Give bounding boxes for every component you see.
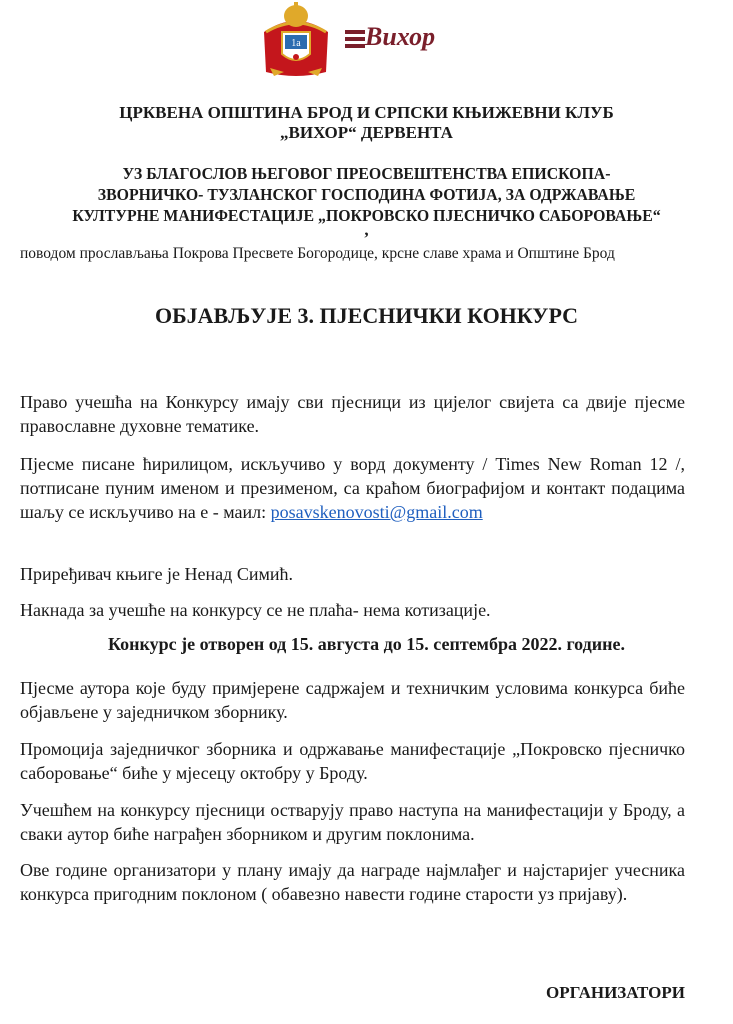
blessing-line-2: ЗВОРНИЧКО- ТУЗЛАНСКОГ ГОСПОДИНА ФОТИЈА, ЗА ОДРЖАВАЊЕ [97,185,636,204]
paragraph-dates: Конкурс је отворен од 15. августа до 15. септембра 2022. године. [108,634,625,654]
email-link[interactable]: posavskenovosti@gmail.com [270,502,483,522]
paragraph-fee: Накнада за учешће на конкурсу се не плаћа- нема котизације. [20,600,491,620]
header-organizers [0,103,733,143]
signature: ОРГАНИЗАТОРИ [546,983,685,1002]
church-crest-logo [260,2,332,80]
blessing-heading [26,163,708,226]
occasion-text: поводом прослављања Покрова Пресвете Богородице, крсне славе храма и Општине Брод [20,245,615,262]
paragraph-submission [20,452,685,524]
submission-text: Пјесме писане ћирилицом, искључиво у ворд документу / Times New Roman 12 /, потписане пуним именом и презименом, са краћом биографијом и контакт подацима шаљу се искључиво на е - маил: [20,454,685,522]
paragraph-awards: Ове године организатори у плану имају да награде најмлађег и најстаријег учесника конкурса пригодним поклоном ( обавезно навести године старости уз пријаву). [20,860,685,904]
vihor-logo-text: Вихор [365,22,436,51]
header-line-1: ЦРКВЕНА ОПШТИНА БРОД И СРПСКИ КЊИЖЕВНИ КЛУБ [119,103,614,122]
header-line-2: „ВИХОР“ ДЕРВЕНТА [280,123,453,142]
paragraph-publication: Пјесме аутора које буду примјерене садржајем и техничким условима конкурса биће објављене у заједничком зборнику. [20,678,685,722]
paragraph-promotion: Промоција заједничког зборника и одржавање манифестације „Покровско пјесничко саборовање“ биће у мјесецу октобру у Броду. [20,739,685,783]
paragraph-participation: Учешћем на конкурсу пјесници остварују право наступа на манифестацији у Броду, а сваки аутор биће награђен зборником и другим поклонима. [20,800,685,844]
page-title: ОБЈАВЉУЈЕ 3. ПЈЕСНИЧКИ КОНКУРС [154,303,579,328]
comma-line: , [364,220,369,239]
svg-text:1a: 1a [291,38,301,49]
vihor-logo [343,20,435,60]
paragraph-eligibility: Право учешћа на Конкурсу имају сви пјесници из цијелог свијета са двије пјесме православне духовне тематике. [20,392,685,436]
blessing-line-1: УЗ БЛАГОСЛОВ ЊЕГОВОГ ПРЕОСВЕШТЕНСТВА ЕПИСКОПА- [122,164,611,183]
blessing-line-3: КУЛТУРНЕ МАНИФЕСТАЦИЈЕ „ПОКРОВСКО ПЈЕСНИЧКО САБОРОВАЊЕ“ [72,206,661,225]
paragraph-editor: Приређивач књиге је Ненад Симић. [20,564,293,584]
